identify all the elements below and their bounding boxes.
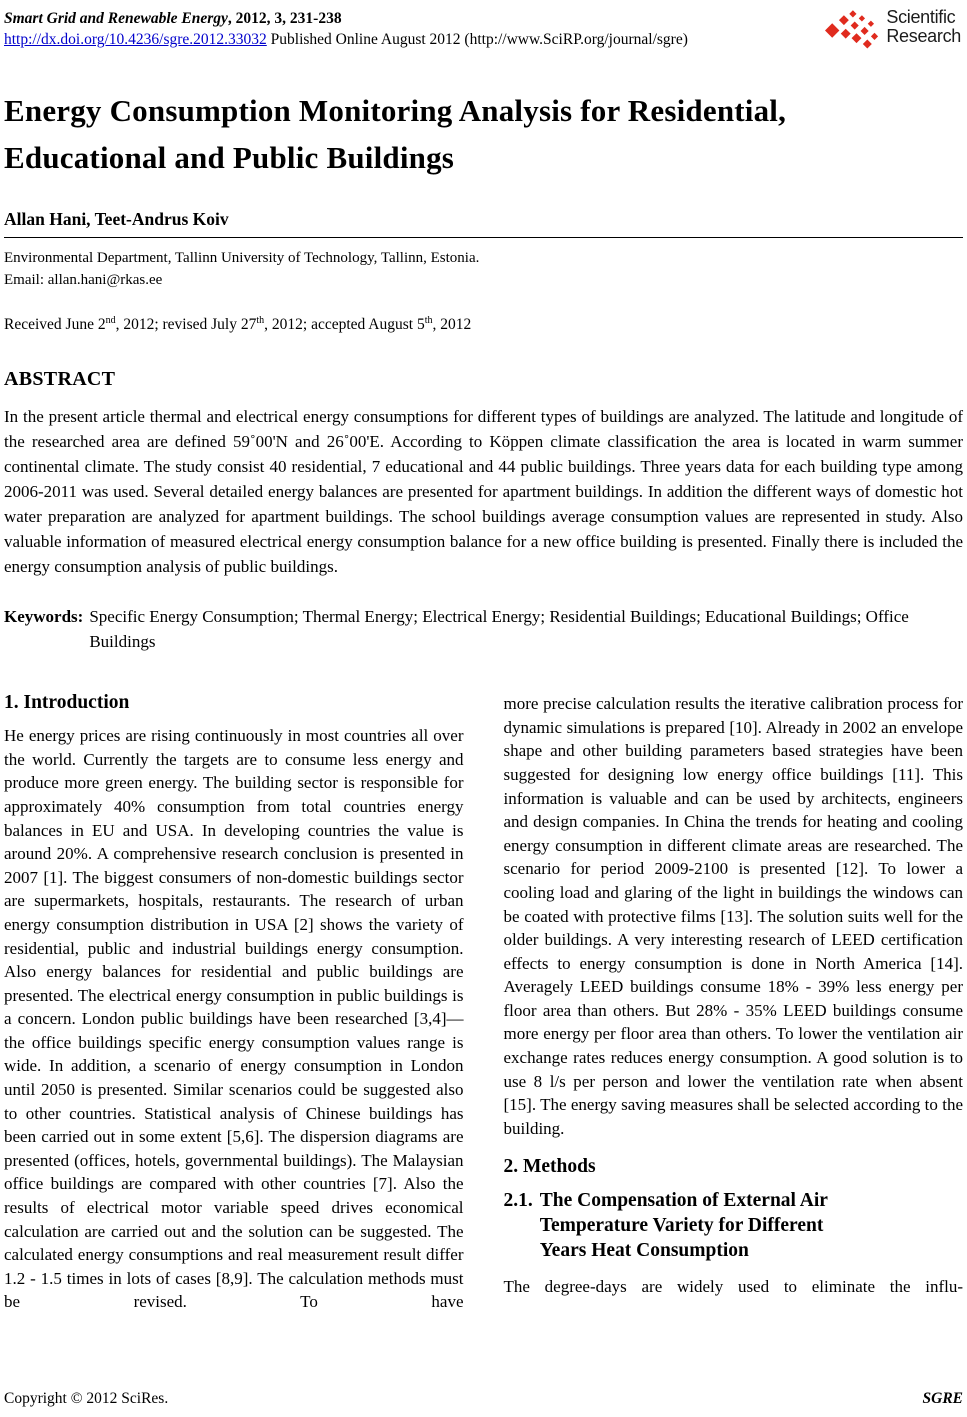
journal-abbreviation: SGRE — [922, 1390, 963, 1407]
page-footer — [4, 1390, 963, 1408]
methods-subheading — [504, 1188, 964, 1263]
methods-subheading-text: The Compensation of External Air Temperature Variety for Different Years Heat Consumption — [539, 1190, 828, 1262]
received-seg3: , 2012; accepted August 5 — [264, 316, 425, 334]
introduction-paragraph-continued: more precise calculation results the iterative calibration process for dynamic simulations is prepared [10]. Already in 2002 an envelope shape and other building parameters based strategies have been suggested for designing low energy office buildings [11]. This information is valuable and can be used by architects, engineers and design companies. In China the trends for heating and cooling energy consumption in different climate areas are researched. The scenario for period 2009-2100 is presented [12]. To lower a cooling load and glaring of the light in buildings the windows can be coated with protective films [13]. The solution suits well for the older buildings. A very interesting research of LEED certification effects to energy consumption is done in North America [14]. Averagely LEED buildings consume 18% - 39% less energy per floor area than others. But 28% - 35% LEED buildings consume more energy per floor area than others. To lower the ventilation air exchange rates reduces energy consumption. A good solution is to use 8 l/s per person and lower the ventilation rate when absent [15]. The energy saving measures shall be selected according to the building. — [503, 694, 963, 1138]
methods-heading: 2. Methods — [503, 1156, 596, 1178]
published-online-text: Published Online August 2012 (http://www.SciRP.org/journal/sgre) — [266, 31, 688, 48]
copyright-text: Copyright © 2012 SciRes. — [4, 1390, 169, 1407]
article-title-line2: Educational and Public Buildings — [4, 140, 455, 175]
journal-issue: , 2012, 3, 231-238 — [227, 10, 342, 27]
abstract-text: In the present article thermal and electrical energy consumptions for different types of buildings are analyzed. The latitude and longitude of the researched area are defined 59˚00'N and 26˚00'E. According to Köppen climate classification the area is located in warm summer continental climate. The study consist 40 residential, 7 educational and 44 public buildings. Three years data for each building type among 2006-2011 was used. Several detailed energy balances are presented for apartment buildings. In addition the different ways of domestic hot water preparation are analyzed for apartment buildings. The school buildings average consumption values are represented in study. Also valuable information of measured electrical energy consumption balance for a new office building is presented. Finally there is included the energy consumption analysis of public buildings. — [4, 407, 963, 577]
article-title-line1: Energy Consumption Monitoring Analysis for Residential, — [4, 93, 787, 128]
affiliation: Environmental Department, Tallinn University of Technology, Tallinn, Estonia. — [4, 250, 480, 266]
received-seg4: , 2012 — [432, 316, 472, 334]
received-sup1: nd — [105, 315, 116, 326]
scirp-diamonds-icon — [823, 8, 881, 53]
logo-wordmark — [886, 8, 961, 46]
scientific-research-logo — [823, 8, 961, 53]
received-seg2: , 2012; revised July 27 — [115, 316, 257, 334]
keywords-label: Keywords: — [4, 607, 84, 627]
article-title — [4, 87, 963, 181]
abstract-heading: ABSTRACT — [4, 368, 116, 391]
methods-paragraph: The degree-days are widely used to eliminate the influ- — [503, 1277, 963, 1297]
received-sup3: th — [424, 315, 433, 326]
journal-citation-line2 — [4, 29, 688, 50]
received-line — [4, 315, 963, 334]
keywords-block — [4, 604, 963, 654]
article-body-columns — [4, 692, 963, 1314]
received-seg1: Received June 2 — [4, 316, 106, 334]
left-column — [4, 692, 464, 1314]
introduction-heading: 1. Introduction — [4, 692, 130, 714]
email-line: Email: allan.hani@rkas.ee — [4, 272, 163, 288]
keywords-text: Specific Energy Consumption; Thermal Energy; Electrical Energy; Residential Buildings; Educational Buildings; Office Buildings — [89, 607, 909, 652]
page-header — [4, 8, 963, 53]
journal-name: Smart Grid and Renewable Energy — [4, 10, 228, 27]
affiliation-block — [4, 247, 963, 291]
journal-citation-line1 — [4, 8, 688, 29]
introduction-paragraph: He energy prices are rising continuously in most countries all over the world. Currently the targets are to consume less energy and produce more green energy. The building sector is responsible for approximately 40% consumption from total countries energy balances in EU and USA. In developing countries the value is around 20%. A comprehensive research conclusion is presented in 2007 [1]. The biggest consumers of non-domestic buildings sector are supermarkets, hospitals, restaurants. The research of urban energy consumption distribution in USA [2] shows the variety of residential, public and industrial buildings energy consumption. Also energy balances for residential and public buildings are presented. The electrical energy consumption in public buildings is a concern. London public buildings have been researched [3,4]—the office buildings specific energy consumption values range is wide. In addition, a scenario of energy consumption in London until 2050 is presented. Similar scenarios could be suggested also to other countries. Statistical analysis of Chinese buildings has been carried out in some extent [5,6]. The dispersion diagrams are presented (offices, hotels, governmental buildings). The Malaysian office buildings are compared with other countries [7]. Also the results of electrical motor variable speed drives economical calculation are carried out and the solution can be suggested. The calculated energy consumptions and real measurement result differ 1.2 - 1.5 times in lots of cases [8,9]. The calculation methods must be revised. To have — [4, 726, 464, 1312]
doi-link[interactable]: http://dx.doi.org/10.4236/sgre.2012.33032 — [4, 31, 267, 48]
logo-word-research: Research — [886, 26, 961, 46]
authors: Allan Hani, Teet-Andrus Koiv — [4, 209, 229, 229]
author-divider — [4, 237, 963, 238]
journal-citation — [4, 8, 688, 50]
logo-word-scientific: Scientific — [886, 7, 956, 27]
methods-subheading-number: 2.1. — [503, 1190, 533, 1212]
received-sup2: th — [256, 315, 265, 326]
right-column — [504, 692, 964, 1314]
